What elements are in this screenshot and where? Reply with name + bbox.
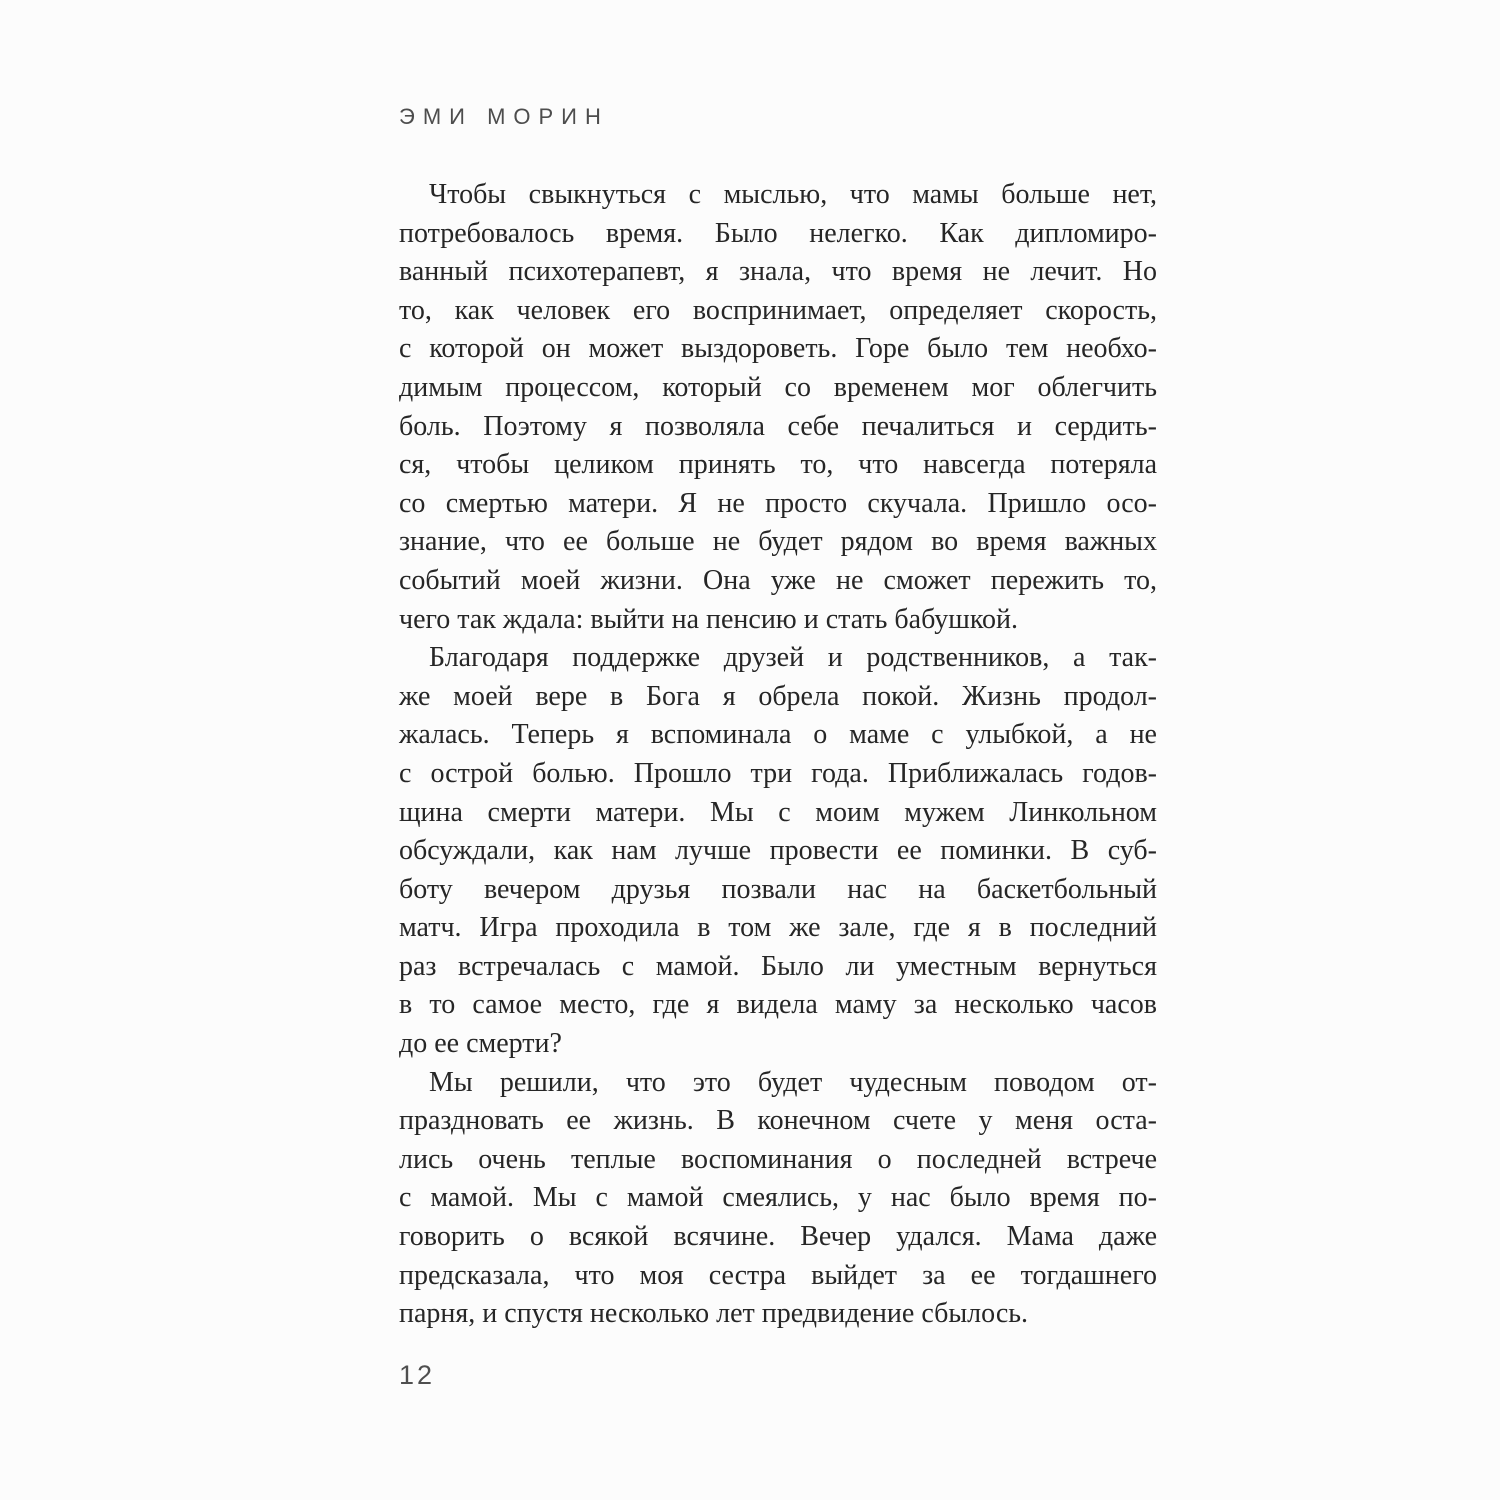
- text-line: Мы решили, что это будет чудесным поводом от-: [429, 1066, 1157, 1098]
- text-line: говорить о всякой всячине. Вечер удался. Мама даже: [399, 1221, 1157, 1253]
- text-line: в то самое место, где я видела маму за несколько часов: [399, 989, 1157, 1021]
- text-line: боту вечером друзья позвали нас на баскетбольный: [399, 873, 1157, 905]
- text-line: ванный психотерапевт, я знала, что время не лечит. Но: [399, 256, 1157, 288]
- text-line: праздновать ее жизнь. В конечном счете у меня оста-: [399, 1105, 1157, 1137]
- text-line: знание, что ее больше не будет рядом во время важных: [399, 526, 1157, 558]
- body-text: [399, 176, 1157, 1334]
- text-line: с острой болью. Прошло три года. Приближалась годов-: [399, 757, 1157, 789]
- paragraph: [399, 639, 1157, 1064]
- text-line: то, как человек его воспринимает, определяет скорость,: [399, 294, 1157, 326]
- paragraph: [399, 176, 1157, 639]
- text-line: с мамой. Мы с мамой смеялись, у нас было время по-: [399, 1182, 1157, 1214]
- page-number: 12: [399, 1360, 436, 1390]
- text-line: же моей вере в Бога я обрела покой. Жизнь продол-: [399, 680, 1157, 712]
- text-line: предсказала, что моя сестра выйдет за ее тогдашнего: [399, 1259, 1157, 1291]
- text-line: щина смерти матери. Мы с моим мужем Линкольном: [399, 796, 1157, 828]
- text-line: лись очень теплые воспоминания о последней встрече: [399, 1143, 1157, 1175]
- text-line: димым процессом, который со временем мог облегчить: [399, 371, 1157, 403]
- text-line: со смертью матери. Я не просто скучала. Пришло осо-: [399, 487, 1157, 519]
- text-line: боль. Поэтому я позволяла себе печалиться и сердить-: [399, 410, 1157, 442]
- text-line: обсуждали, как нам лучше провести ее поминки. В суб-: [399, 835, 1157, 867]
- text-line: потребовалось время. Было нелегко. Как дипломиро-: [399, 217, 1157, 249]
- text-line: чего так ждала: выйти на пенсию и стать бабушкой.: [399, 603, 1019, 635]
- text-line: ся, чтобы целиком принять то, что навсегда потеряла: [399, 449, 1157, 481]
- text-line: жалась. Теперь я вспоминала о маме с улыбкой, а не: [399, 719, 1157, 751]
- text-line: матч. Игра проходила в том же зале, где я в последний: [399, 912, 1157, 944]
- text-line: с которой он может выздороветь. Горе было тем необхо-: [399, 333, 1157, 365]
- running-header: ЭМИ МОРИН: [399, 104, 609, 129]
- text-line: Благодаря поддержке друзей и родственников, а так-: [429, 642, 1157, 674]
- paragraph: [399, 1064, 1157, 1334]
- text-line: событий моей жизни. Она уже не сможет пережить то,: [399, 564, 1157, 596]
- text-line: Чтобы свыкнуться с мыслью, что мамы больше нет,: [429, 179, 1157, 210]
- text-line: парня, и спустя несколько лет предвидение сбылось.: [399, 1298, 1029, 1330]
- text-line: до ее смерти?: [399, 1028, 562, 1060]
- text-line: раз встречалась с мамой. Было ли уместным вернуться: [399, 950, 1157, 982]
